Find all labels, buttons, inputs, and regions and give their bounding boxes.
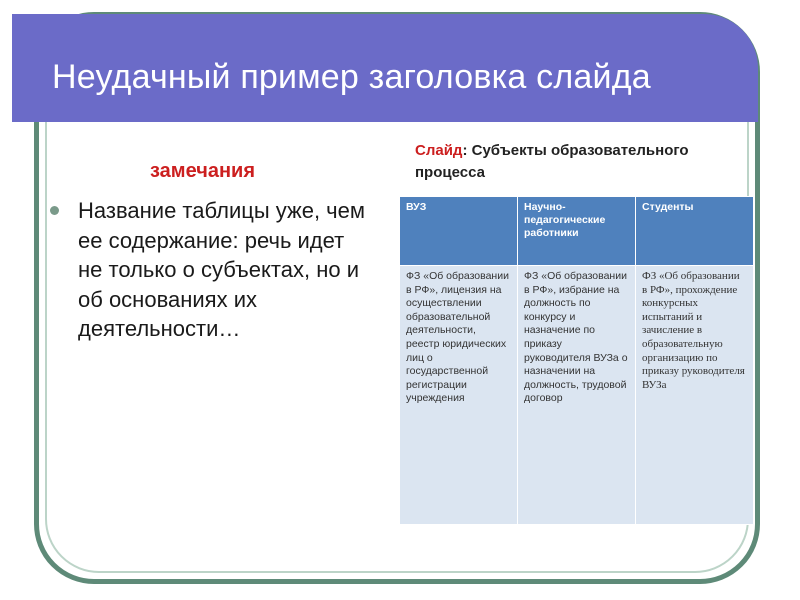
table-header-row	[400, 197, 754, 266]
bullet-icon	[50, 206, 59, 215]
table-row	[400, 266, 754, 525]
table-header-cell: ВУЗ	[400, 197, 518, 266]
table-header-cell: Студенты	[636, 197, 754, 266]
title-bar	[12, 14, 758, 122]
table-cell: ФЗ «Об образовании в РФ», лицензия на осуществлении образовательной деятельности, реестр юридических лиц о государственной регистрации учреждения	[400, 266, 518, 525]
slide-title: Неудачный пример заголовка слайда	[52, 58, 651, 96]
table-caption	[415, 140, 745, 184]
table-header-cell: Научно-педагогические работники	[518, 197, 636, 266]
remarks-list	[50, 196, 370, 344]
table-cell: ФЗ «Об образовании в РФ», прохождение конкурсных испытаний и зачисление в образовательную организацию по приказу руководителя ВУЗа	[636, 266, 754, 525]
caption-label: Слайд	[415, 142, 463, 159]
table-cell: ФЗ «Об образовании в РФ», избрание на должность по конкурсу и назначение по приказу руководителя ВУЗа о назначении на должность, трудовой договор	[518, 266, 636, 525]
remarks-heading: замечания	[150, 160, 255, 182]
remarks-item-text: Название таблицы уже, чем ее содержание: речь идет не только о субъектах, но и об основаниях их деятельности…	[78, 198, 365, 341]
remarks-item	[50, 196, 370, 344]
caption-text: : Субъекты образовательного процесса	[415, 142, 689, 181]
subjects-table	[399, 196, 754, 525]
